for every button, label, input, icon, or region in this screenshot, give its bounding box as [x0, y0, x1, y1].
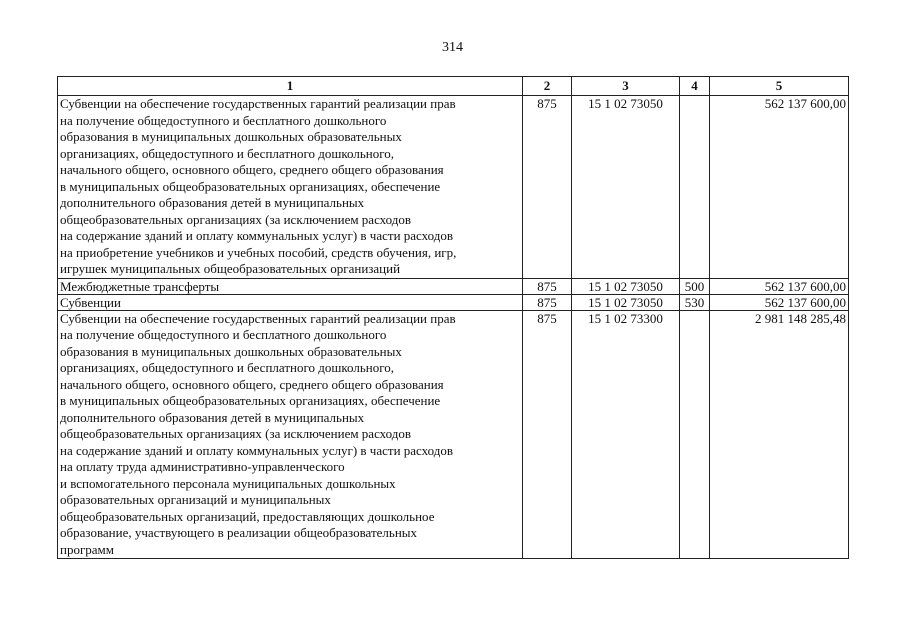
column-header-kind: 4	[680, 77, 710, 96]
column-header-amount: 5	[710, 77, 849, 96]
table-row	[58, 278, 849, 294]
row-kind-cell	[680, 310, 710, 559]
table-row	[58, 310, 849, 559]
row-amount-cell: 2 981 148 285,48	[710, 310, 849, 559]
budget-table	[57, 76, 849, 559]
column-header-code: 2	[523, 77, 572, 96]
row-article-cell: 15 1 02 73050	[572, 96, 680, 279]
table-header-row	[58, 77, 849, 96]
row-name-cell: Субвенции	[58, 294, 523, 310]
row-code-cell: 875	[523, 278, 572, 294]
column-header-name: 1	[58, 77, 523, 96]
row-article-cell: 15 1 02 73050	[572, 294, 680, 310]
row-code-cell: 875	[523, 294, 572, 310]
row-kind-cell: 500	[680, 278, 710, 294]
row-amount-cell: 562 137 600,00	[710, 278, 849, 294]
row-code-cell: 875	[523, 96, 572, 279]
row-amount-cell: 562 137 600,00	[710, 96, 849, 279]
row-article-cell: 15 1 02 73300	[572, 310, 680, 559]
page-number: 314	[442, 40, 463, 55]
row-name-cell: Межбюджетные трансферты	[58, 278, 523, 294]
row-amount-cell: 562 137 600,00	[710, 294, 849, 310]
row-kind-cell	[680, 96, 710, 279]
column-header-article: 3	[572, 77, 680, 96]
table-row	[58, 96, 849, 279]
row-name-cell: Субвенции на обеспечение государственных гарантий реализации прав на получение общедоступного и бесплатного дошкольного образования в муниципальных дошкольных образовательных организациях, общедоступного и бесплатного дошкольного, начального общего, основного общего, среднего общего образования в муниципальных общеобразовательных организациях, обеспечение дополнительного образования детей в муниципальных общеобразовательных организациях (за исключением расходов на содержание зданий и оплату коммунальных услуг) в части расходов на оплату труда административно-управленческого и вспомогательного персонала муниципальных дошкольных образовательных организаций и муниципальных общеобразовательных организаций, предоставляющих дошкольное образование, участвующего в реализации общеобразовательных программ	[58, 310, 523, 559]
row-name-cell: Субвенции на обеспечение государственных гарантий реализации прав на получение общедоступного и бесплатного дошкольного образования в муниципальных дошкольных образовательных организациях, общедоступного и бесплатного дошкольного, начального общего, основного общего, среднего общего образования в муниципальных общеобразовательных организациях, обеспечение дополнительного образования детей в муниципальных общеобразовательных организациях (за исключением расходов на содержание зданий и оплату коммунальных услуг) в части расходов на приобретение учебников и учебных пособий, средств обучения, игр, игрушек муниципальных общеобразовательных организаций	[58, 96, 523, 279]
row-code-cell: 875	[523, 310, 572, 559]
row-kind-cell: 530	[680, 294, 710, 310]
table-row	[58, 294, 849, 310]
row-article-cell: 15 1 02 73050	[572, 278, 680, 294]
